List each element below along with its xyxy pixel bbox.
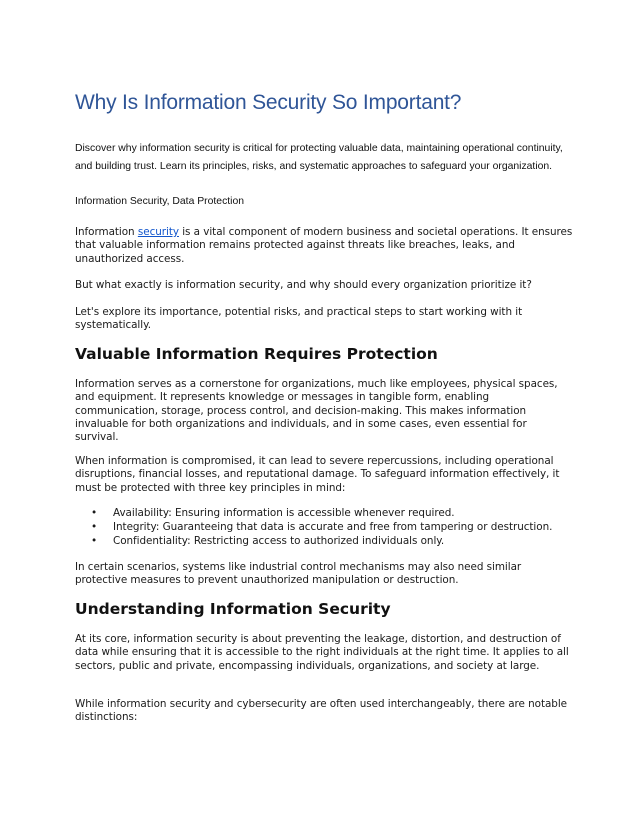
paragraph-core-definition: At its core, information security is about preventing the leakage, distortion, and destruction of data while ensuring that it is accessible to the right individuals at the right time. It applies to all sectors, public and private, encompassing individuals, organizations, and society at large. [75,633,569,672]
bullet-icon: • [91,534,98,547]
security-link[interactable]: security [137,226,179,238]
paragraph-question: But what exactly is information security, and why should every organization prioritize it? [75,279,532,291]
page-title: Why Is Information Security So Important? [75,91,462,114]
paragraph-control-systems: In certain scenarios, systems like industrial control mechanisms may also need similar protective measures to prevent unauthorized manipulation or destruction. [75,561,522,587]
bullet-icon: • [91,520,98,533]
list-item [75,535,585,549]
principles-list [75,507,585,548]
list-item [75,507,585,521]
paragraph-text: is a vital component of modern business and societal operations. It ensures that valuable information remains protected against threats like breaches, leaks, and unauthorized access. [75,226,573,265]
section-heading-valuable-information: Valuable Information Requires Protection [75,345,438,363]
paragraph-cybersecurity-distinction: While information security and cybersecurity are often used interchangeably, there are notable distinctions: [75,698,568,724]
intro-summary: Discover why information security is critical for protecting valuable data, maintaining operational continuity, and building trust. Learn its principles, risks, and systematic approaches to safeguard your organization. [75,143,563,172]
paragraph-text: Information [75,226,138,238]
paragraph-information-cornerstone: Information serves as a cornerstone for organizations, much like employees, physical spaces, and equipment. It represents knowledge or messages in tangible form, enabling communication, storage, process control, and decision-making. This makes information invaluable for both organizations and individuals, and in some cases, even essential for survival. [75,378,558,444]
section-heading-understanding-security: Understanding Information Security [75,600,391,618]
paragraph-security-intro [75,226,573,266]
paragraph-compromise-consequences: When information is compromised, it can lead to severe repercussions, including operational disruptions, financial losses, and reputational damage. To safeguard information effectively, it must be protected with three key principles in mind: [75,455,560,494]
list-item-text: Confidentiality: Restricting access to authorized individuals only. [113,534,445,547]
list-item-text: Integrity: Guaranteeing that data is accurate and free from tampering or destruction. [113,520,553,533]
bullet-icon: • [91,507,98,519]
paragraph-explore: Let's explore its importance, potential risks, and practical steps to start working with it systematically. [75,306,523,332]
article-tags: Information Security, Data Protection [75,196,245,207]
list-item [75,521,585,535]
list-item-text: Availability: Ensuring information is accessible whenever required. [113,507,455,519]
